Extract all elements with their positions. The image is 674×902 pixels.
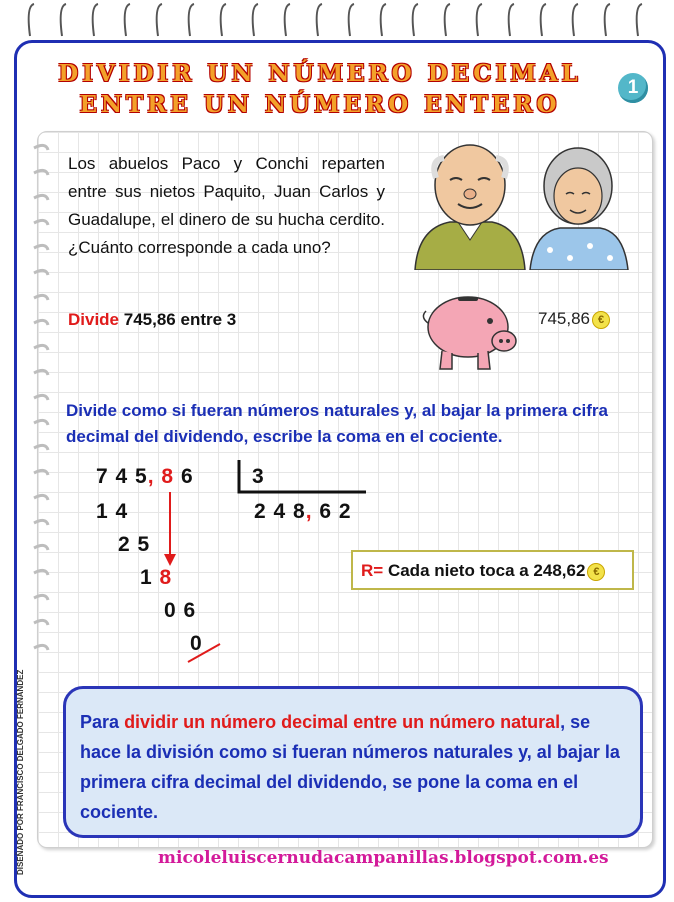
dividend-second-decimal: 6 (180, 465, 194, 488)
remainder-final: 0 (190, 632, 203, 655)
quotient-integer: 2 4 8 (254, 500, 306, 523)
final-remainder-underline (186, 640, 226, 665)
money-amount-value: 745,86 (538, 309, 590, 328)
blog-url: micoleluiscernudacampanillas.blogspot.com.es (158, 848, 609, 868)
red-arrow-icon (160, 490, 180, 570)
dividend (96, 465, 194, 489)
grandparents-illustration (410, 140, 635, 270)
answer-box (351, 550, 634, 590)
rule-body: , se hace la división como si fueran números naturales y, al bajar la primera cifra decimal del dividendo, se pone la coma en el cociente. (80, 712, 620, 822)
title-line-2: ENTRE UN NÚMERO ENTERO (79, 91, 561, 118)
remainder-step-2: 2 5 (118, 533, 151, 556)
quotient (254, 500, 352, 524)
step-3-digit: 1 (140, 566, 153, 589)
euro-coin-icon: € (587, 563, 605, 581)
answer-text: Cada nieto toca a 248,62 (387, 561, 586, 580)
page-title (20, 58, 620, 120)
remainder-step-1: 1 4 (96, 500, 129, 523)
rule-box (63, 686, 643, 838)
dividend-integer: 7 4 5 (96, 465, 148, 488)
step-3-brought-down: 8 (159, 566, 173, 589)
dividend-first-decimal: 8 (161, 465, 175, 488)
spiral-binding-icon (0, 0, 674, 40)
notebook-spiral-icon (30, 138, 52, 838)
problem-statement: Los abuelos Paco y Conchi reparten entre sus nietos Paquito, Juan Carlos y Guadalupe, el dinero de su hucha cerdito. ¿Cuánto corresponde a cada uno? (68, 154, 385, 257)
quotient-comma: , (305, 500, 313, 523)
rule-intro: Para (80, 712, 120, 732)
rule-highlight: dividir un número decimal entre un número natural (124, 712, 561, 732)
dividend-comma: , (147, 465, 155, 488)
piggy-bank-illustration (420, 283, 520, 373)
remainder-step-4: 0 6 (164, 599, 197, 622)
title-line-1: DIVIDIR UN NÚMERO DECIMAL (58, 60, 582, 87)
instruction-text: Divide como si fueran números naturales y, al bajar la primera cifra decimal del dividendo, escribe la coma en el cociente. (66, 401, 608, 446)
money-amount (538, 309, 610, 329)
designer-credit: DISEÑADO POR FRANCISCO DELGADO FERNÁNDEZ (16, 669, 25, 875)
euro-coin-icon: € (592, 311, 610, 329)
divide-word: Divide (68, 310, 120, 329)
divisor: 3 (252, 465, 265, 488)
division-bracket (236, 460, 376, 500)
divide-prompt (68, 310, 236, 330)
answer-label: R= (361, 561, 384, 580)
divide-expression: 745,86 entre 3 (123, 310, 237, 329)
quotient-decimals: 6 2 (319, 500, 352, 523)
lesson-number-badge: 1 (618, 73, 648, 103)
